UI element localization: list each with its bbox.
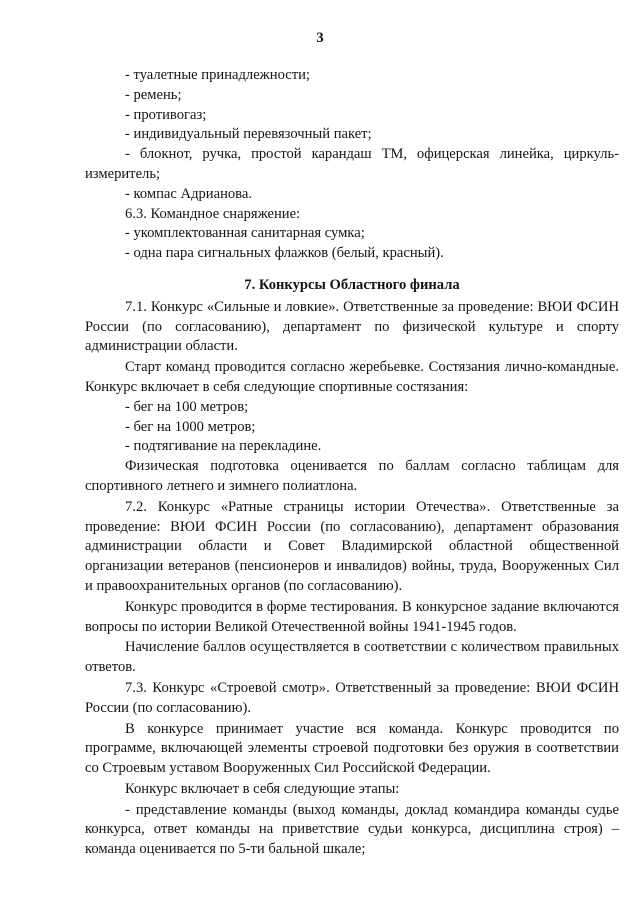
list-item-notebook: - блокнот, ручка, простой карандаш ТМ, офицерская линейка, циркуль-измеритель; <box>85 146 619 182</box>
paragraph-contest-drill: 7.3. Конкурс «Строевой смотр». Ответственный за проведение: ВЮИ ФСИН России (по согласованию). <box>85 679 619 716</box>
section-heading: 7. Конкурсы Областного финала <box>244 276 460 293</box>
paragraph-physical-scoring: Физическая подготовка оценивается по баллам согласно таблицам для спортивного летнего и зимнего полиатлона. <box>85 458 619 494</box>
paragraph-start-order: Старт команд проводится согласно жеребьевке. Состязания лично-командные. Конкурс включает в себя следующие спортивные состязания: <box>85 359 619 395</box>
list-item-compass: - компас Адрианова. <box>125 185 253 202</box>
list-item-gas-mask: - противогаз; <box>125 106 207 123</box>
list-item-run-1000: - бег на 1000 метров; <box>125 418 256 435</box>
paragraph-whole-team: В конкурсе принимает участие вся команда. Конкурс проводится по программе, включающей элементы строевой подготовки без оружия в соответствии со Строевым уставом Вооруженных Сил Российской Федерации. <box>85 720 619 777</box>
paragraph-scoring: Начисление баллов осуществляется в соответствии с количеством правильных ответов. <box>85 639 619 676</box>
list-item-dressing-pack: - индивидуальный перевязочный пакет; <box>125 126 372 143</box>
paragraph-stages: Конкурс включает в себя следующие этапы: <box>125 780 400 797</box>
page-number: 3 <box>316 30 324 46</box>
paragraph-contest-strong: 7.1. Конкурс «Сильные и ловкие». Ответственные за проведение: ВЮИ ФСИН России (по согласованию), департамент по физической культуре и спорту администрации области. <box>85 298 619 355</box>
list-item-pull-ups: - подтягивание на перекладине. <box>125 438 322 455</box>
list-item-belt: - ремень; <box>125 86 182 103</box>
section-team-equipment: 6.3. Командное снаряжение: <box>125 205 301 222</box>
list-item-signal-flags: - одна пара сигнальных флажков (белый, красный). <box>125 245 444 262</box>
list-item-medical-bag: - укомплектованная санитарная сумка; <box>125 225 365 242</box>
list-item-run-100: - бег на 100 метров; <box>125 398 249 415</box>
list-item-toiletries: - туалетные принадлежности; <box>125 67 310 83</box>
document-body <box>85 66 619 860</box>
paragraph-contest-history: 7.2. Конкурс «Ратные страницы истории Отечества». Ответственные за проведение: ВЮИ ФСИН России (по согласованию), департамент образования администрации области и Совет Владимирской областной общественной организации ветеранов (пенсионеров и инвалидов) войны, труда, Вооруженных Сил и правоохранительных органов (по согласованию). <box>85 498 619 594</box>
list-item-team-presentation: - представление команды (выход команды, доклад командира команды судье конкурса, ответ команды на приветствие судьи конкурса, дисциплина строя) – команда оценивается по 5-ти бальной шкале; <box>85 801 619 858</box>
paragraph-testing: Конкурс проводится в форме тестирования. В конкурсное задание включаются вопросы по истории Великой Отечественной войны 1941-1945 годов. <box>85 598 619 635</box>
